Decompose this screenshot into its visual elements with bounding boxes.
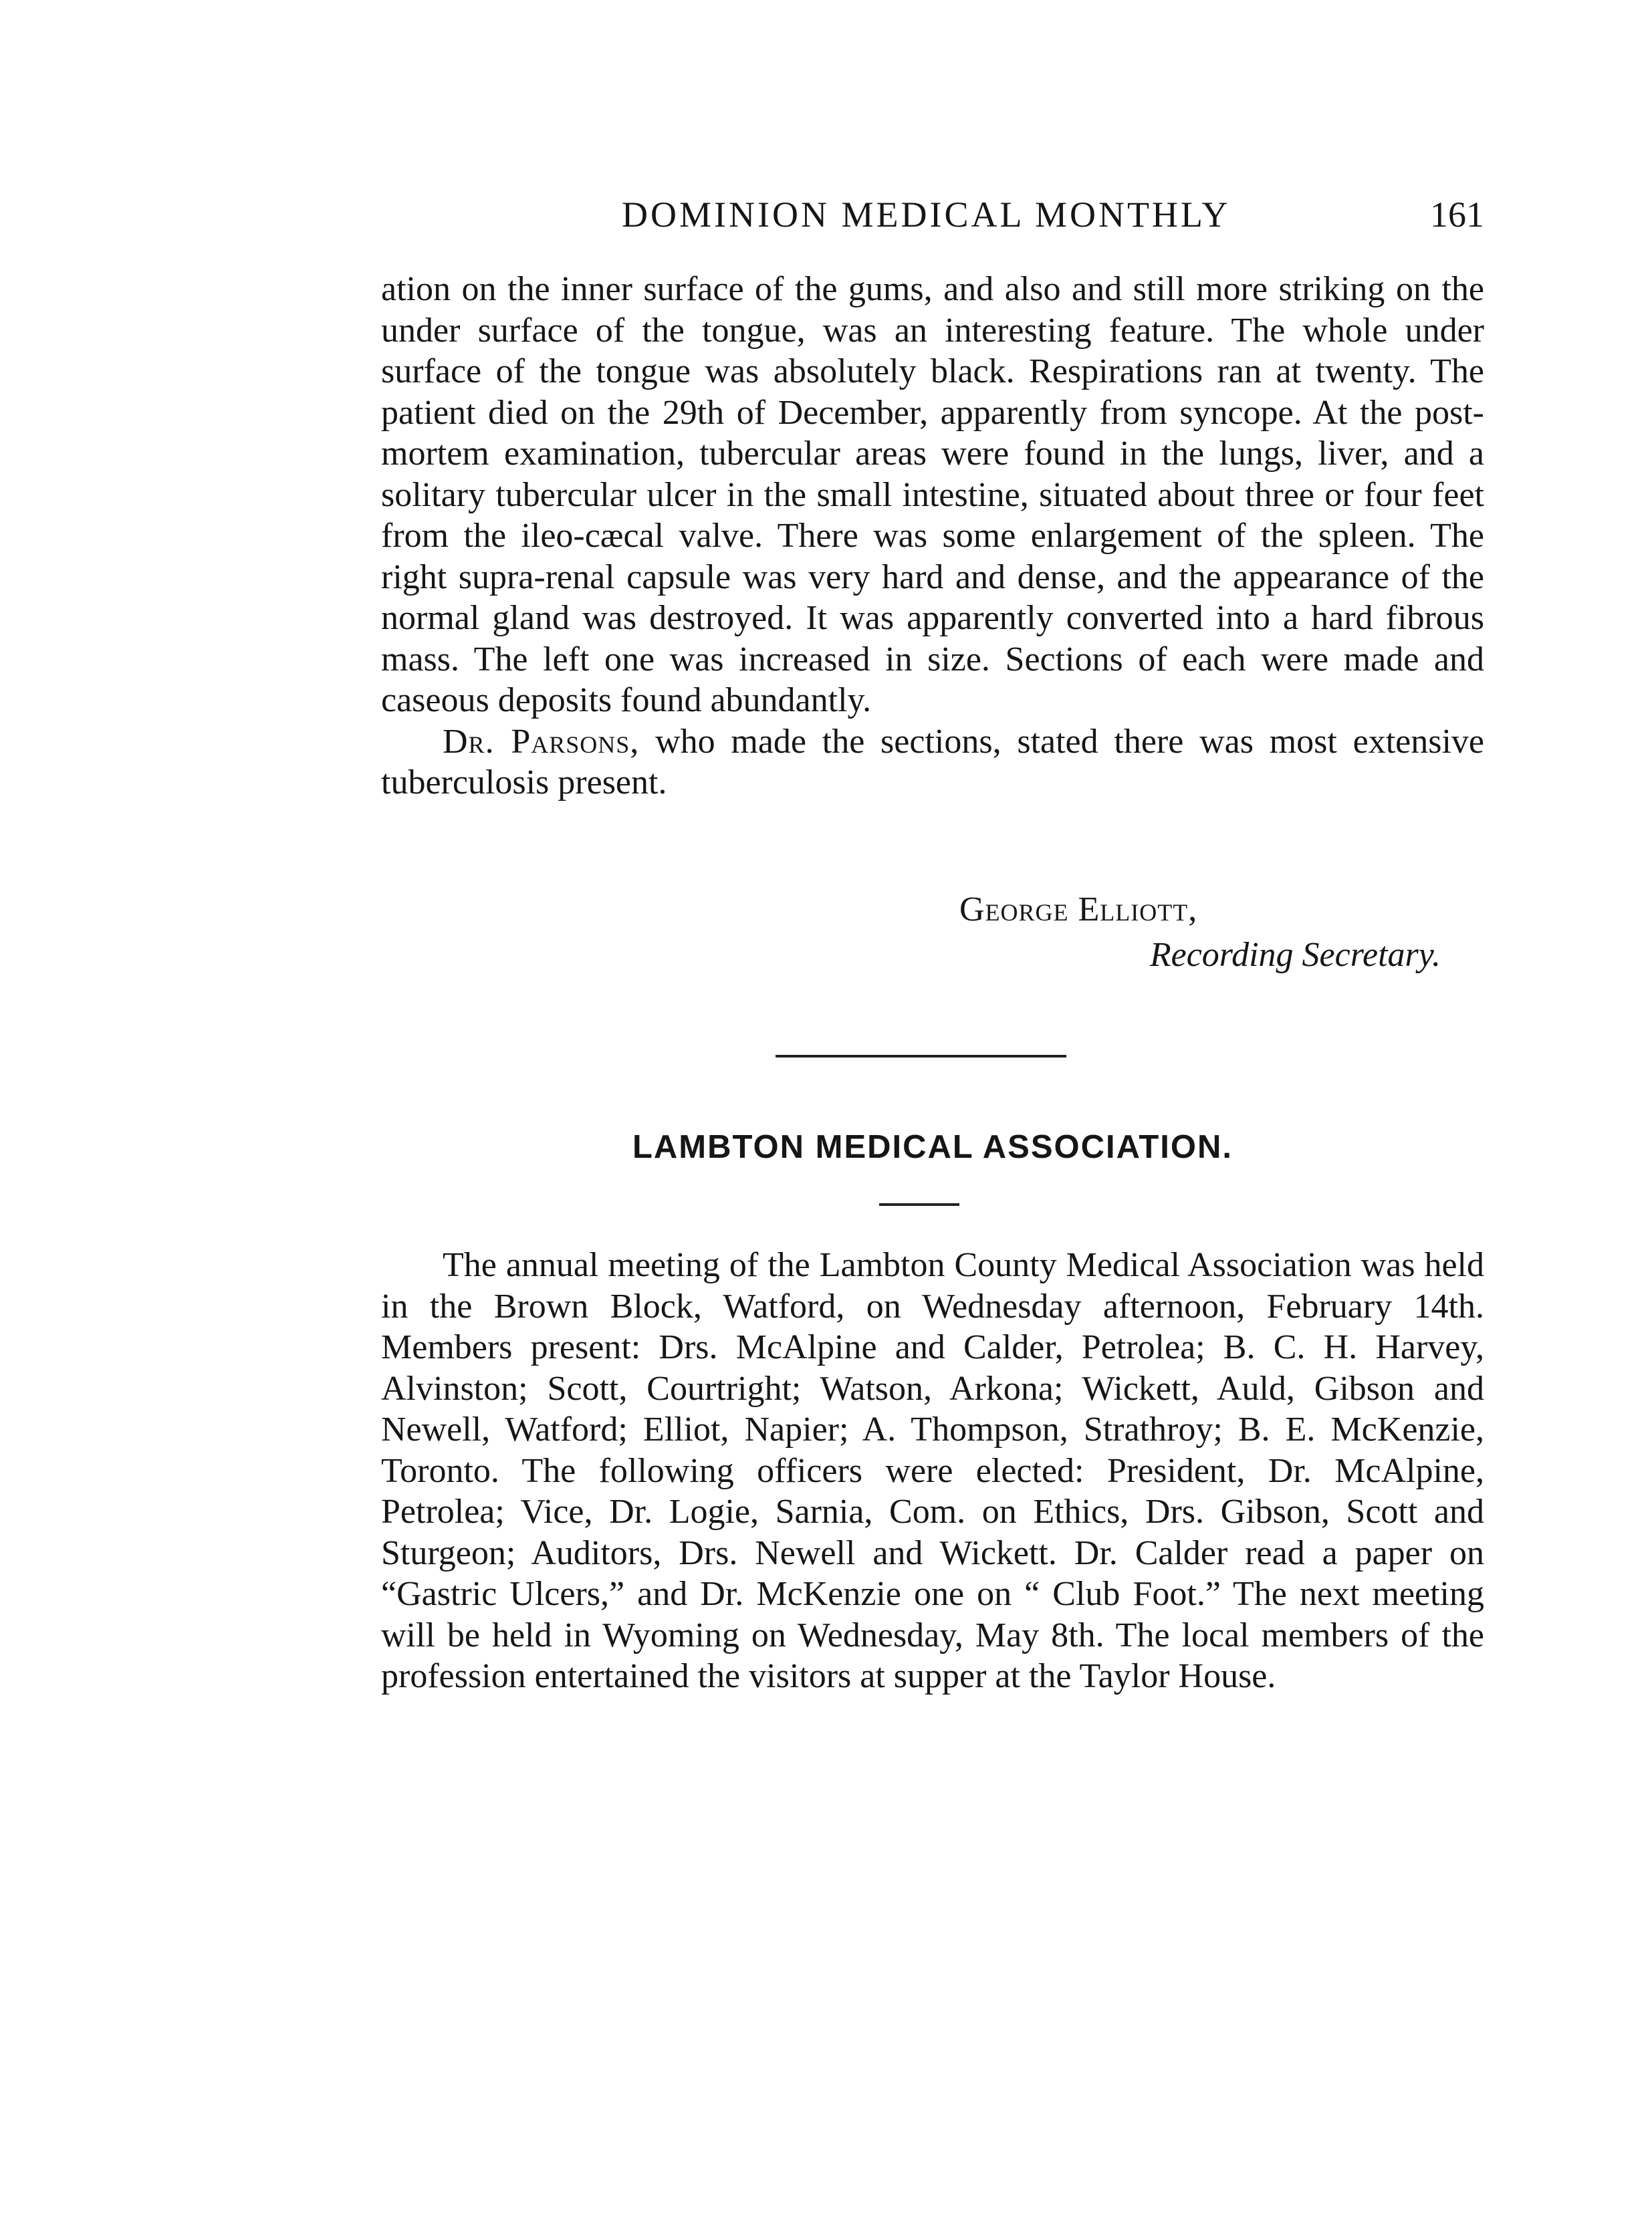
case-report-paragraph: ation on the inner surface of the gums, and also and still more striking on the under surface of the tongue, was an interesting feature. The whole under surface of the tongue was absolutely black. Respirations ran at twenty. The patient died on the 29th of December, apparently from syncope. At the post-mortem examination, tubercular areas were found in the lungs, liver, and a solitary tubercular ulcer in the small intestine, situated about three or four feet from the ileo-cæcal valve. There was some enlargement of the spleen. The right supra-renal capsule was very hard and dense, and the appearance of the normal gland was destroyed. It was apparently converted into a hard fibrous mass. The left one was increased in size. Sections of each were made and caseous deposits found abundantly.: [381, 270, 1484, 719]
section-heading: LAMBTON MEDICAL ASSOCIATION.: [632, 1129, 1233, 1165]
running-head: [381, 194, 1484, 241]
journal-title: DOMINION MEDICAL MONTHLY: [622, 195, 1231, 235]
lambton-report: [381, 1245, 1484, 1697]
speaker-name: Dr. Parsons,: [443, 722, 640, 761]
heading-underline-rule: [879, 1203, 959, 1206]
signature-name-line: [381, 889, 1441, 931]
signature-role: Recording Secretary.: [1149, 936, 1441, 974]
case-report: [381, 269, 1484, 803]
page-number: 161: [1430, 195, 1484, 235]
lambton-paragraph: The annual meeting of the Lambton County Medical Association was held in the Brown Block, Watford, on Wednesday afternoon, February 14th. Members present: Drs. McAlpine and Calder, Petrolea; B. C. H. Harvey, Alvinston; Scott, Courtright; Watson, Arkona; Wickett, Auld, Gibson and Newell, Watford; Elliot, Napier; A. Thompson, Strathroy; B. E. McKenzie, Toronto. The following officers were elected: President, Dr. McAlpine, Petrolea; Vice, Dr. Logie, Sarnia, Com. on Ethics, Drs. Gibson, Scott and Sturgeon; Auditors, Drs. Newell and Wickett. Dr. Calder read a paper on “Gastric Ulcers,” and Dr. McKenzie one on “ Club Foot.” The next meeting will be held in Wyoming on Wednesday, May 8th. The local members of the profession entertained the visitors at supper at the Taylor House.: [381, 1246, 1484, 1695]
signature-name: George Elliott,: [959, 890, 1198, 928]
section-divider-rule: [776, 1055, 1066, 1058]
parsons-paragraph: [381, 721, 1484, 803]
parsons-statement: who made the sections, stated there was most extensive tuberculosis present.: [381, 722, 1484, 801]
